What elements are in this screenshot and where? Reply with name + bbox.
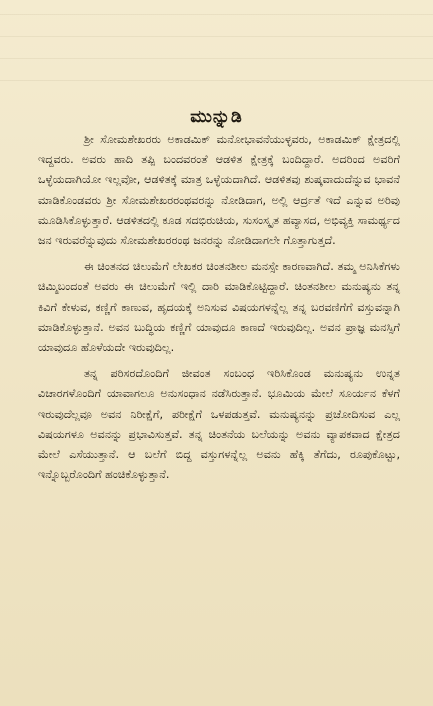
show-through-text [0,0,433,90]
paragraph-1: ಶ್ರೀ ಸೋಮಶೇಖರರು ಅಕಾಡಮಿಕ್ ಮನೋಭಾವನೆಯುಳ್ಳವರು, ಅಕಾಡಮಿಕ್ ಕ್ಷೇತ್ರದಲ್ಲಿ ಇದ್ದವರು. ಅವರು ಹಾದಿ ತಪ್ಪಿ ಬಂದವರಂತೆ ಆಡಳಿತ ಕ್ಷೇತ್ರಕ್ಕೆ ಬಂದಿದ್ದಾರೆ. ಅದರಿಂದ ಅವರಿಗೆ ಒಳ್ಳೆಯದಾಗಿಯೋ ಇಲ್ಲವೋ, ಆಡಳಿತಕ್ಕೆ ಮಾತ್ರ ಒಳ್ಳೆಯದಾಗಿದೆ. ಆಡಳಿತವು ಶುಷ್ಕವಾದುದೆನ್ನುವ ಭಾವನೆ ಮಾಡಿಕೊಂಡವರು ಶ್ರೀ ಸೋಮಶೇಖರರಂಥವರನ್ನು ನೋಡಿದಾಗ, ಅಲ್ಲಿ ಆರ್ದ್ರತೆ ಇದೆ ಎನ್ನುವ ಅರಿವು ಮೂಡಿಸಿಕೊಳ್ಳುತ್ತಾರೆ. ಆಡಳಿತದಲ್ಲಿ ಕೂಡ ಸದಭಿರುಚಿಯ, ಸುಸಂಸ್ಕೃತ ಹವ್ಯಾಸದ, ಅಭಿವ್ಯಕ್ತಿ ಸಾಮರ್ಥ್ಯದ ಜನ ಇರುವರೆನ್ನುವುದು ಸೋಮಶೇಖರರಂಥ ಜನರನ್ನು ನೋಡಿದಾಗಲೇ ಗೊತ್ತಾಗುತ್ತದೆ. [38,133,400,248]
preface-body [38,130,400,485]
page-heading: ಮುನ್ನುಡಿ [190,107,243,128]
paragraph-2: ಈ ಚಿಂತನದ ಚಿಲುಮೆಗೆ ಲೇಖಕರ ಚಿಂತನಶೀಲ ಮನಸ್ಸೇ ಕಾರಣವಾಗಿದೆ. ತಮ್ಮ ಅನಿಸಿಕೆಗಳು ಚಿಮ್ಮಿಬಂದಂತೆ ಅವರು ಈ ಚಿಲುಮೆಗೆ ಇಲ್ಲಿ ದಾರಿ ಮಾಡಿಕೊಟ್ಟಿದ್ದಾರೆ. ಚಿಂತನಶೀಲ ಮನುಷ್ಯನು ತನ್ನ ಕಿವಿಗೆ ಕೇಳುವ, ಕಣ್ಣಿಗೆ ಕಾಣುವ, ಹೃದಯಕ್ಕೆ ಅನಿಸುವ ವಿಷಯಗಳನ್ನೆಲ್ಲ ತನ್ನ ಬರವಣಿಗೆಗೆ ವಸ್ತುವನ್ನಾಗಿ ಮಾಡಿಕೊಳ್ಳುತ್ತಾನೆ. ಅವನ ಬುದ್ಧಿಯ ಕಣ್ಣಿಗೆ ಯಾವುದೂ ಕಾಣದೆ ಇರುವುದಿಲ್ಲ. ಅವನ ಪ್ರಾಜ್ಞ ಮನಸ್ಸಿಗೆ ಯಾವುದೂ ಹೊಳೆಯದೇ ಇರುವುದಿಲ್ಲ. [38,260,400,355]
paragraph-3: ತನ್ನ ಪರಿಸರದೊಂದಿಗೆ ಜೀವಂತ ಸಂಬಂಧ ಇರಿಸಿಕೊಂಡ ಮನುಷ್ಯನು ಉನ್ನತ ವಿಚಾರಗಳೊಂದಿಗೆ ಯಾವಾಗಲೂ ಅನುಸಂಧಾನ ನಡೆಸಿರುತ್ತಾನೆ. ಭೂಮಿಯ ಮೇಲೆ ಸೂರ್ಯನ ಕೆಳಗೆ ಇರುವುದೆಲ್ಲವೂ ಅವನ ನಿರೀಕ್ಷೆಗೆ, ಪರೀಕ್ಷೆಗೆ ಒಳಪಡುತ್ತವೆ. ಮನುಷ್ಯನನ್ನು ಪ್ರಚೋದಿಸುವ ಎಲ್ಲ ವಿಷಯಗಳೂ ಅವನನ್ನು ಪ್ರಭಾವಿಸುತ್ತವೆ. ತನ್ನ ಚಿಂತನೆಯ ಬಲೆಯನ್ನು ಅವನು ವ್ಯಾಪಕವಾದ ಕ್ಷೇತ್ರದ ಮೇಲೆ ಎಸೆಯುತ್ತಾನೆ. ಆ ಬಲೆಗೆ ಬಿದ್ದ ವಸ್ತುಗಳನ್ನೆಲ್ಲ ಅವನು ಹೆಕ್ಕಿ ತೆಗೆದು, ರೂಪುಕೊಟ್ಟು, ಇನ್ನೊಬ್ಬರೊಂದಿಗೆ ಹಂಚಿಕೊಳ್ಳುತ್ತಾನೆ. [38,367,400,482]
